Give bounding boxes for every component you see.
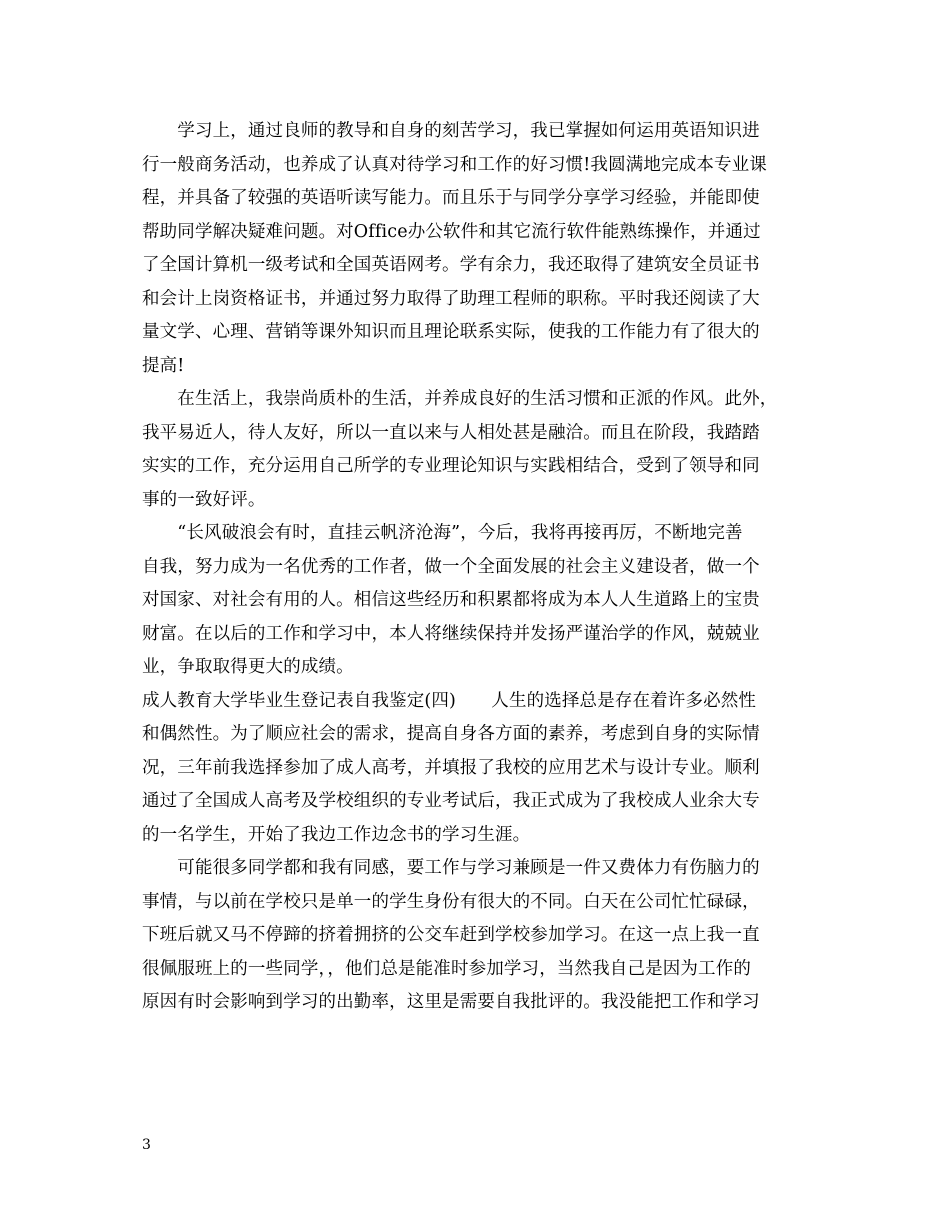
text-line: 学习上，通过良师的教导和自身的刻苦学习，我已掌握如何运用英语知识进 xyxy=(142,121,760,141)
section-heading-line: 成人教育大学毕业生登记表自我鉴定(四) 人生的选择总是存在着许多必然性 xyxy=(142,690,757,711)
text-line: 和偶然性。为了顺应社会的需求，提高自身各方面的素养，考虑到自身的实际情 xyxy=(142,724,760,744)
body-text xyxy=(142,115,822,1020)
text-line: 和会计上岗资格证书，并通过努力取得了助理工程师的职称。平时我还阅读了大 xyxy=(142,288,760,309)
text-line: 程，并具备了较强的英语听读写能力。而且乐于与同学分享学习经验，并能即使 xyxy=(142,188,760,208)
text-line: 通过了全国成人高考及学校组织的专业考试后，我正式成为了我校成人业余大专 xyxy=(142,791,760,811)
text-line: 我平易近人，待人友好，所以一直以来与人相处甚是融洽。而且在阶段，我踏踏 xyxy=(142,422,760,443)
text-line: 在生活上，我崇尚质朴的生活，并养成良好的生活习惯和正派的作风。此外， xyxy=(142,389,778,409)
text-line: 可能很多同学都和我有同感，要工作与学习兼顾是一件又费体力有伤脑力的 xyxy=(142,858,760,878)
text-line: 事情，与以前在学校只是单一的学生身份有很大的不同。白天在公司忙忙碌碌， xyxy=(142,891,760,912)
text-line: 帮助同学解决疑难问题。对Office办公软件和其它流行软件能熟练操作，并通过 xyxy=(142,221,761,242)
text-line: 的一名学生，开始了我边工作边念书的学习生涯。 xyxy=(142,824,531,845)
text-line: 了全国计算机一级考试和全国英语网考。学有余力，我还取得了建筑安全员证书 xyxy=(142,255,760,275)
text-line: 业，争取取得更大的成绩。 xyxy=(142,657,354,677)
text-line: 提高! xyxy=(142,355,185,376)
text-line: 实实的工作，充分运用自己所学的专业理论知识与实践相结合，受到了领导和同 xyxy=(142,456,760,476)
text-line: 自我，努力成为一名优秀的工作者，做一个全面发展的社会主义建设者，做一个 xyxy=(142,556,760,577)
text-line: 行一般商务活动，也养成了认真对待学习和工作的好习惯!我圆满地完成本专业课 xyxy=(142,154,767,175)
text-line: 量文学、心理、营销等课外知识而且理论联系实际，使我的工作能力有了很大的 xyxy=(142,322,760,342)
page-number: 3 xyxy=(142,1137,151,1153)
text-line: 财富。在以后的工作和学习中，本人将继续保持并发扬严谨治学的作风，兢兢业 xyxy=(142,623,760,644)
text-line: 事的一致好评。 xyxy=(142,489,266,510)
text-line: 对国家、对社会有用的人。相信这些经历和积累都将成为本人人生道路上的宝贵 xyxy=(142,590,760,610)
text-line: 况，三年前我选择参加了成人高考，并填报了我校的应用艺术与设计专业。顺利 xyxy=(142,757,760,778)
text-line: 下班后就又马不停蹄的挤着拥挤的公交车赶到学校参加学习。在这一点上我一直 xyxy=(142,925,760,945)
text-line: 原因有时会影响到学习的出勤率，这里是需要自我批评的。我没能把工作和学习 xyxy=(142,992,760,1012)
text-line: 很佩服班上的一些同学，，他们总是能准时参加学习，当然我自己是因为工作的 xyxy=(142,958,751,979)
text-line: “长风破浪会有时，直挂云帆济沧海”，今后，我将再接再厉，不断地完善 xyxy=(142,523,743,543)
